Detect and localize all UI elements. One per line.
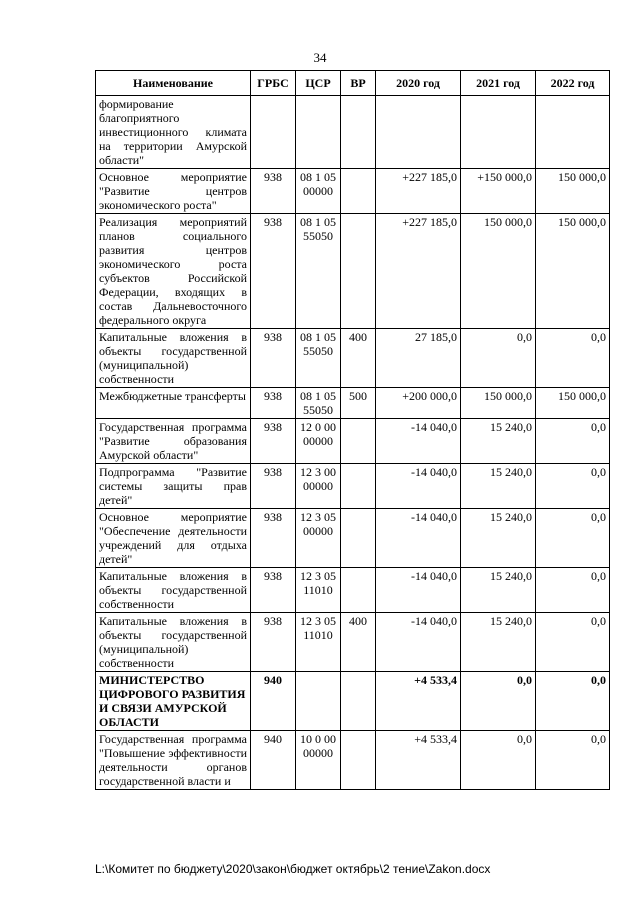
cell-csr: 10 0 00 00000 bbox=[296, 731, 341, 790]
cell-vr bbox=[341, 731, 376, 790]
cell-vr bbox=[341, 509, 376, 568]
cell-csr: 08 1 05 55050 bbox=[296, 329, 341, 388]
header-vr: ВР bbox=[341, 71, 376, 96]
cell-grbs bbox=[251, 96, 296, 169]
header-grbs: ГРБС bbox=[251, 71, 296, 96]
cell-grbs: 940 bbox=[251, 731, 296, 790]
cell-y2022: 150 000,0 bbox=[536, 169, 610, 214]
cell-name: Государственная программа "Развитие образования Амурской области" bbox=[96, 419, 251, 464]
cell-y2021: 15 240,0 bbox=[461, 568, 536, 613]
cell-csr: 12 0 00 00000 bbox=[296, 419, 341, 464]
cell-grbs: 938 bbox=[251, 568, 296, 613]
cell-csr bbox=[296, 96, 341, 169]
cell-y2020 bbox=[376, 96, 461, 169]
cell-vr bbox=[341, 214, 376, 329]
header-2020: 2020 год bbox=[376, 71, 461, 96]
cell-grbs: 938 bbox=[251, 464, 296, 509]
cell-y2020: 27 185,0 bbox=[376, 329, 461, 388]
cell-grbs: 938 bbox=[251, 613, 296, 672]
table-header-row bbox=[96, 71, 610, 96]
cell-csr: 12 3 05 11010 bbox=[296, 613, 341, 672]
budget-table bbox=[95, 70, 610, 790]
cell-y2021: 15 240,0 bbox=[461, 419, 536, 464]
table-row bbox=[96, 388, 610, 419]
cell-y2020: -14 040,0 bbox=[376, 419, 461, 464]
cell-vr: 400 bbox=[341, 613, 376, 672]
cell-vr bbox=[341, 96, 376, 169]
cell-csr: 12 3 05 00000 bbox=[296, 509, 341, 568]
header-2022: 2022 год bbox=[536, 71, 610, 96]
cell-vr bbox=[341, 568, 376, 613]
cell-name: Основное мероприятие "Развитие центров экономического роста" bbox=[96, 169, 251, 214]
cell-y2021: 0,0 bbox=[461, 329, 536, 388]
cell-y2020: +227 185,0 bbox=[376, 214, 461, 329]
cell-y2021: 150 000,0 bbox=[461, 388, 536, 419]
cell-grbs: 938 bbox=[251, 388, 296, 419]
table-row bbox=[96, 96, 610, 169]
cell-csr: 08 1 05 55050 bbox=[296, 388, 341, 419]
table-row bbox=[96, 419, 610, 464]
cell-vr bbox=[341, 672, 376, 731]
cell-y2022 bbox=[536, 96, 610, 169]
cell-csr: 12 3 05 11010 bbox=[296, 568, 341, 613]
cell-csr: 12 3 00 00000 bbox=[296, 464, 341, 509]
cell-name: Межбюджетные трансферты bbox=[96, 388, 251, 419]
cell-name: Капитальные вложения в объекты государственной (муниципальной) собственности bbox=[96, 613, 251, 672]
header-csr: ЦСР bbox=[296, 71, 341, 96]
page-number: 34 bbox=[313, 50, 327, 65]
cell-y2020: +200 000,0 bbox=[376, 388, 461, 419]
cell-y2020: -14 040,0 bbox=[376, 613, 461, 672]
cell-y2021: 150 000,0 bbox=[461, 214, 536, 329]
cell-grbs: 938 bbox=[251, 169, 296, 214]
table-row bbox=[96, 731, 610, 790]
cell-y2022: 0,0 bbox=[536, 568, 610, 613]
cell-y2020: +4 533,4 bbox=[376, 672, 461, 731]
table-row bbox=[96, 672, 610, 731]
cell-vr bbox=[341, 169, 376, 214]
cell-name: Реализация мероприятий планов социального развития центров экономического роста субъектов Российской Федерации, входящих в состав Дальневосточного федерального округа bbox=[96, 214, 251, 329]
cell-csr: 08 1 05 55050 bbox=[296, 214, 341, 329]
table-row bbox=[96, 214, 610, 329]
cell-vr bbox=[341, 419, 376, 464]
cell-grbs: 938 bbox=[251, 329, 296, 388]
cell-y2022: 0,0 bbox=[536, 329, 610, 388]
cell-name: Капитальные вложения в объекты государственной (муниципальной) собственности bbox=[96, 329, 251, 388]
cell-y2020: -14 040,0 bbox=[376, 464, 461, 509]
table-row bbox=[96, 169, 610, 214]
cell-csr: 08 1 05 00000 bbox=[296, 169, 341, 214]
table-row bbox=[96, 568, 610, 613]
cell-y2022: 0,0 bbox=[536, 419, 610, 464]
cell-y2021: 15 240,0 bbox=[461, 464, 536, 509]
cell-grbs: 938 bbox=[251, 509, 296, 568]
cell-y2021: +150 000,0 bbox=[461, 169, 536, 214]
cell-y2022: 0,0 bbox=[536, 509, 610, 568]
cell-name: МИНИСТЕРСТВО ЦИФРОВОГО РАЗВИТИЯ И СВЯЗИ АМУРСКОЙ ОБЛАСТИ bbox=[96, 672, 251, 731]
cell-y2020: +227 185,0 bbox=[376, 169, 461, 214]
cell-csr bbox=[296, 672, 341, 731]
header-2021: 2021 год bbox=[461, 71, 536, 96]
cell-y2021: 15 240,0 bbox=[461, 509, 536, 568]
cell-y2022: 150 000,0 bbox=[536, 388, 610, 419]
header-name: Наименование bbox=[96, 71, 251, 96]
cell-y2021: 0,0 bbox=[461, 731, 536, 790]
cell-grbs: 938 bbox=[251, 214, 296, 329]
cell-y2021: 15 240,0 bbox=[461, 613, 536, 672]
cell-grbs: 938 bbox=[251, 419, 296, 464]
cell-y2020: +4 533,4 bbox=[376, 731, 461, 790]
cell-vr: 400 bbox=[341, 329, 376, 388]
table-row bbox=[96, 464, 610, 509]
cell-name: Основное мероприятие "Обеспечение деятельности учреждений для отдыха детей" bbox=[96, 509, 251, 568]
cell-y2020: -14 040,0 bbox=[376, 509, 461, 568]
cell-grbs: 940 bbox=[251, 672, 296, 731]
cell-name: формирование благоприятного инвестиционного климата на территории Амурской области" bbox=[96, 96, 251, 169]
table-row bbox=[96, 329, 610, 388]
cell-y2021: 0,0 bbox=[461, 672, 536, 731]
table-body bbox=[96, 96, 610, 790]
cell-vr: 500 bbox=[341, 388, 376, 419]
cell-y2022: 0,0 bbox=[536, 672, 610, 731]
table-row bbox=[96, 509, 610, 568]
cell-y2020: -14 040,0 bbox=[376, 568, 461, 613]
cell-y2022: 0,0 bbox=[536, 464, 610, 509]
file-path-footer: L:\Комитет по бюджету\2020\закон\бюджет октябрь\2 тение\Zakon.docx bbox=[95, 862, 491, 876]
cell-y2022: 0,0 bbox=[536, 731, 610, 790]
cell-y2022: 0,0 bbox=[536, 613, 610, 672]
cell-vr bbox=[341, 464, 376, 509]
cell-y2022: 150 000,0 bbox=[536, 214, 610, 329]
table-row bbox=[96, 613, 610, 672]
cell-name: Подпрограмма "Развитие системы защиты прав детей" bbox=[96, 464, 251, 509]
cell-y2021 bbox=[461, 96, 536, 169]
cell-name: Капитальные вложения в объекты государственной собственности bbox=[96, 568, 251, 613]
cell-name: Государственная программа "Повышение эффективности деятельности органов государственной власти и bbox=[96, 731, 251, 790]
